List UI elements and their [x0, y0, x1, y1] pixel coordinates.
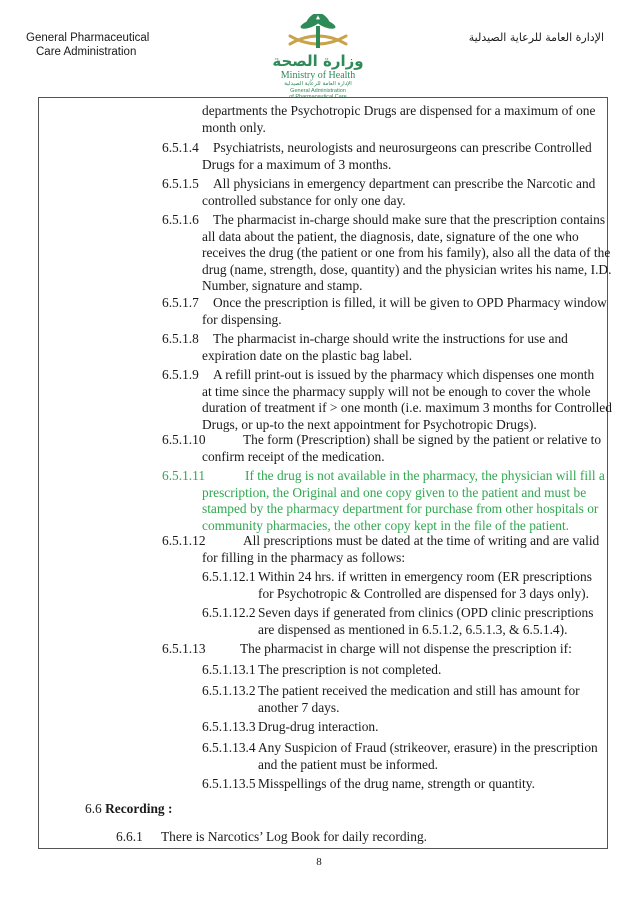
palm-swords-icon: [262, 14, 374, 54]
item-line: prescription, the Original and one copy given to the patient and must be: [202, 484, 587, 500]
item-number: 6.5.1.12.2: [202, 605, 256, 620]
item-line: All prescriptions must be dated at the time of writing and are valid: [243, 533, 600, 548]
item-number: 6.5.1.11: [162, 468, 206, 483]
item-line: Drug-drug interaction.: [258, 719, 379, 734]
item-line: The patient received the medication and still has amount for: [258, 683, 580, 698]
ministry-logo: [262, 14, 374, 100]
item-line: All physicians in emergency department can prescribe the Narcotic and: [213, 176, 596, 191]
item-line: Once the prescription is filled, it will be given to OPD Pharmacy window: [213, 295, 607, 310]
item-line: stamped by the pharmacy department for purchase from other hospitals or: [202, 501, 599, 517]
item-line: at time since the pharmacy supply will not be enough to cover the whole: [202, 383, 591, 399]
item-line: for dispensing.: [202, 311, 282, 327]
item-line: The form (Prescription) shall be signed by the patient or relative to: [243, 432, 602, 447]
intro-line: month only.: [202, 119, 266, 135]
item-line: A refill print-out is issued by the pharmacy which dispenses one month: [213, 367, 595, 382]
item-number: 6.5.1.12.1: [202, 569, 256, 584]
item-number: 6.5.1.13.5: [202, 776, 256, 791]
item-line: Within 24 hrs. if written in emergency room (ER prescriptions: [258, 569, 592, 584]
item-line: The prescription is not completed.: [258, 662, 442, 677]
item-number: 6.5.1.4: [162, 140, 199, 155]
item-line: confirm receipt of the medication.: [202, 448, 385, 464]
item-line: Misspellings of the drug name, strength or quantity.: [258, 776, 535, 791]
item-number: 6.6.1: [116, 829, 143, 844]
item-line: for Psychotropic & Controlled are dispensed for 3 days only).: [258, 585, 589, 601]
item-line: community pharmacies, the other copy kept in the file of the patient.: [202, 517, 570, 533]
item-number: 6.5.1.10: [162, 432, 206, 447]
section-heading: [85, 801, 172, 818]
item-line: The pharmacist in-charge should make sure that the prescription contains: [213, 212, 606, 227]
item-line: If the drug is not available in the pharmacy, the physician will fill a: [245, 468, 605, 483]
intro-line: departments the Psychotropic Drugs are dispensed for a maximum of one: [202, 103, 596, 118]
item-line: expiration date on the plastic bag label.: [202, 347, 413, 363]
item-line: Any Suspicion of Fraud (strikeover, erasure) in the prescription: [258, 740, 598, 755]
section-title: Recording :: [105, 801, 173, 816]
item-number: 6.5.1.13.2: [202, 683, 256, 698]
item-line: all data about the patient, the diagnosis, date, signature of the one who: [202, 228, 579, 244]
logo-arabic-title: وزارة الصحة: [272, 52, 364, 70]
header-left: [26, 31, 149, 59]
item-number: 6.5.1.13.3: [202, 719, 256, 734]
item-number: 6.5.1.8: [162, 331, 199, 346]
page-number: 8: [316, 856, 322, 868]
item-number: 6.5.1.6: [162, 212, 199, 227]
item-line: drug (name, strength, dose, quantity) and the physician writes his name, I.D.: [202, 261, 612, 277]
item-line: another 7 days.: [258, 699, 340, 715]
item-number: 6.5.1.13: [162, 641, 206, 656]
item-number: 6.5.1.13.4: [202, 740, 256, 755]
item-line: receives the drug (the patient or one from his family), also all the data of the: [202, 245, 611, 261]
logo-arabic-subtitle: الإدارة العامة للرعاية الصيدلية: [284, 81, 352, 87]
item-line: There is Narcotics’ Log Book for daily recording.: [161, 829, 427, 844]
logo-subtitle-1: General Administration: [290, 88, 346, 94]
section-number: 6.6: [85, 801, 106, 816]
item-line: Psychiatrists, neurologists and neurosurgeons can prescribe Controlled: [213, 140, 592, 155]
item-line: Drugs, or up-to the next appointment for Psychotropic Drugs).: [202, 416, 537, 432]
header-org-line2: Care Administration: [36, 46, 137, 58]
item-line: are dispensed as mentioned in 6.5.1.2, 6.5.1.3, & 6.5.1.4).: [258, 621, 568, 637]
header-org-line1: General Pharmaceutical: [26, 32, 150, 44]
item-line: and the patient must be informed.: [258, 756, 438, 772]
item-line: Seven days if generated from clinics (OPD clinic prescriptions: [258, 605, 594, 620]
item-line: Number, signature and stamp.: [202, 278, 363, 294]
logo-subtitle-2: of Pharmaceutical Care: [289, 94, 347, 100]
item-line: controlled substance for only one day.: [202, 192, 406, 208]
item-number: 6.5.1.7: [162, 295, 199, 310]
item-line: for filling in the pharmacy as follows:: [202, 549, 406, 565]
item-number: 6.5.1.9: [162, 367, 199, 382]
item-line: Drugs for a maximum of 3 months.: [202, 156, 392, 172]
item-line: The pharmacist in charge will not dispense the prescription if:: [240, 641, 572, 656]
item-number: 6.5.1.13.1: [202, 662, 256, 677]
intro-paragraph: [202, 103, 595, 136]
item-number: 6.5.1.12: [162, 533, 206, 548]
logo-english-title: Ministry of Health: [280, 70, 356, 81]
header-right-arabic: الإدارة العامة للرعاية الصيدلية: [468, 31, 604, 44]
item-number: 6.5.1.5: [162, 176, 199, 191]
item-line: duration of treatment if > one month (i.e. maximum 3 months for Controlled: [202, 400, 612, 416]
item-line: The pharmacist in-charge should write the instructions for use and: [213, 331, 568, 346]
